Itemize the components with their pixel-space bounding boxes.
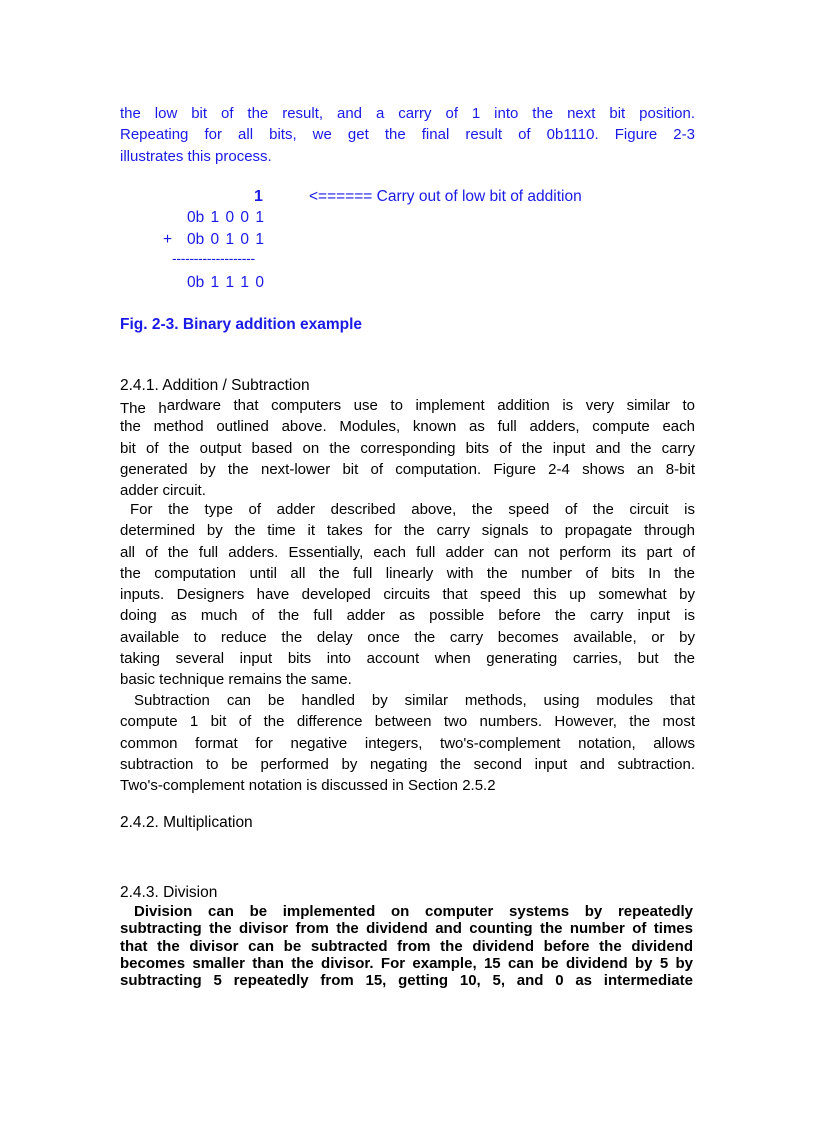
paragraph-line: determined by the time it takes for the carry signals to propagate through [120, 522, 695, 540]
paragraph-line: doing as much of the full adder as possible before the carry input is [120, 607, 695, 625]
paragraph-line: subtracting 5 repeatedly from 15, getting 10, 5, and 0 as intermediate [120, 972, 693, 990]
intro-line: Repeating for all bits, we get the final result of 0b1110. Figure 2-3 [120, 126, 695, 144]
paragraph-line: Division can be implemented on computer systems by repeatedly [134, 903, 693, 920]
addition-paragraph-1 [120, 395, 695, 501]
paragraph-line: inputs. Designers have developed circuits that speed this up somewhat by [120, 586, 695, 604]
paragraph-line: subtraction to be performed by negating the second input and subtraction. [120, 755, 695, 773]
addition-paragraph-2 [120, 499, 695, 691]
operand-1: 0b 1 0 0 1 [187, 209, 264, 226]
carry-note: <====== Carry out of low bit of addition [309, 188, 582, 205]
paragraph-line: compute 1 bit of the difference between two numbers. However, the most [120, 713, 695, 731]
paragraph-line: bit of the output based on the corresponding bits of the input and the carry [120, 439, 695, 457]
intro-line: the low bit of the result, and a carry of 1 into the next bit position. [120, 105, 695, 122]
paragraph-line: becomes smaller than the divisor. For example, 15 can be dividend by 5 by [120, 954, 693, 972]
carry-digit: 1 [254, 188, 263, 205]
paragraph-line: adder circuit. [120, 482, 206, 500]
sum-rule: ------------------- [172, 250, 255, 266]
paragraph-line: For the type of adder described above, the speed of the circuit is [130, 501, 695, 518]
division-paragraph [120, 903, 693, 989]
intro-line: illustrates this process. [120, 147, 272, 165]
operand-2: 0b 0 1 0 1 [187, 231, 264, 248]
first-word: The h [120, 400, 167, 417]
paragraph-line: the method outlined above. Modules, known as full adders, compute each [120, 418, 695, 436]
paragraph-line: available to reduce the delay once the carry becomes available, or by [120, 628, 695, 646]
plus-sign: + [163, 231, 173, 248]
section-heading-addition-subtraction: 2.4.1. Addition / Subtraction [120, 377, 310, 394]
intro-paragraph [120, 103, 695, 167]
result: 0b 1 1 1 0 [187, 274, 264, 291]
paragraph-line: Two's-complement notation is discussed in Section 2.5.2 [120, 777, 496, 795]
paragraph-line: generated by the next-lower bit of computation. Figure 2-4 shows an 8-bit [120, 460, 695, 478]
paragraph-line: that the divisor can be subtracted from the dividend before the dividend [120, 937, 693, 955]
paragraph-line: taking several input bits into account when generating carries, but the [120, 650, 695, 668]
section-heading-division: 2.4.3. Division [120, 884, 218, 901]
section-heading-multiplication: 2.4.2. Multiplication [120, 814, 253, 831]
paragraph-line: the computation until all the full linearly with the number of bits In the [120, 564, 695, 582]
paragraph-line: subtracting the divisor from the dividend and counting the number of times [120, 920, 693, 938]
figure-caption: Fig. 2-3. Binary addition example [120, 316, 363, 333]
paragraph-line: The hardware that computers use to implement addition is very similar to [120, 397, 695, 417]
paragraph-line: all of the full adders. Essentially, each full adder can not perform its part of [120, 543, 695, 561]
paragraph-line: Subtraction can be handled by similar methods, using modules that [134, 692, 695, 709]
paragraph-line: basic technique remains the same. [120, 671, 352, 689]
paragraph-line: common format for negative integers, two's-complement notation, allows [120, 734, 695, 752]
addition-paragraph-3 [120, 690, 695, 796]
